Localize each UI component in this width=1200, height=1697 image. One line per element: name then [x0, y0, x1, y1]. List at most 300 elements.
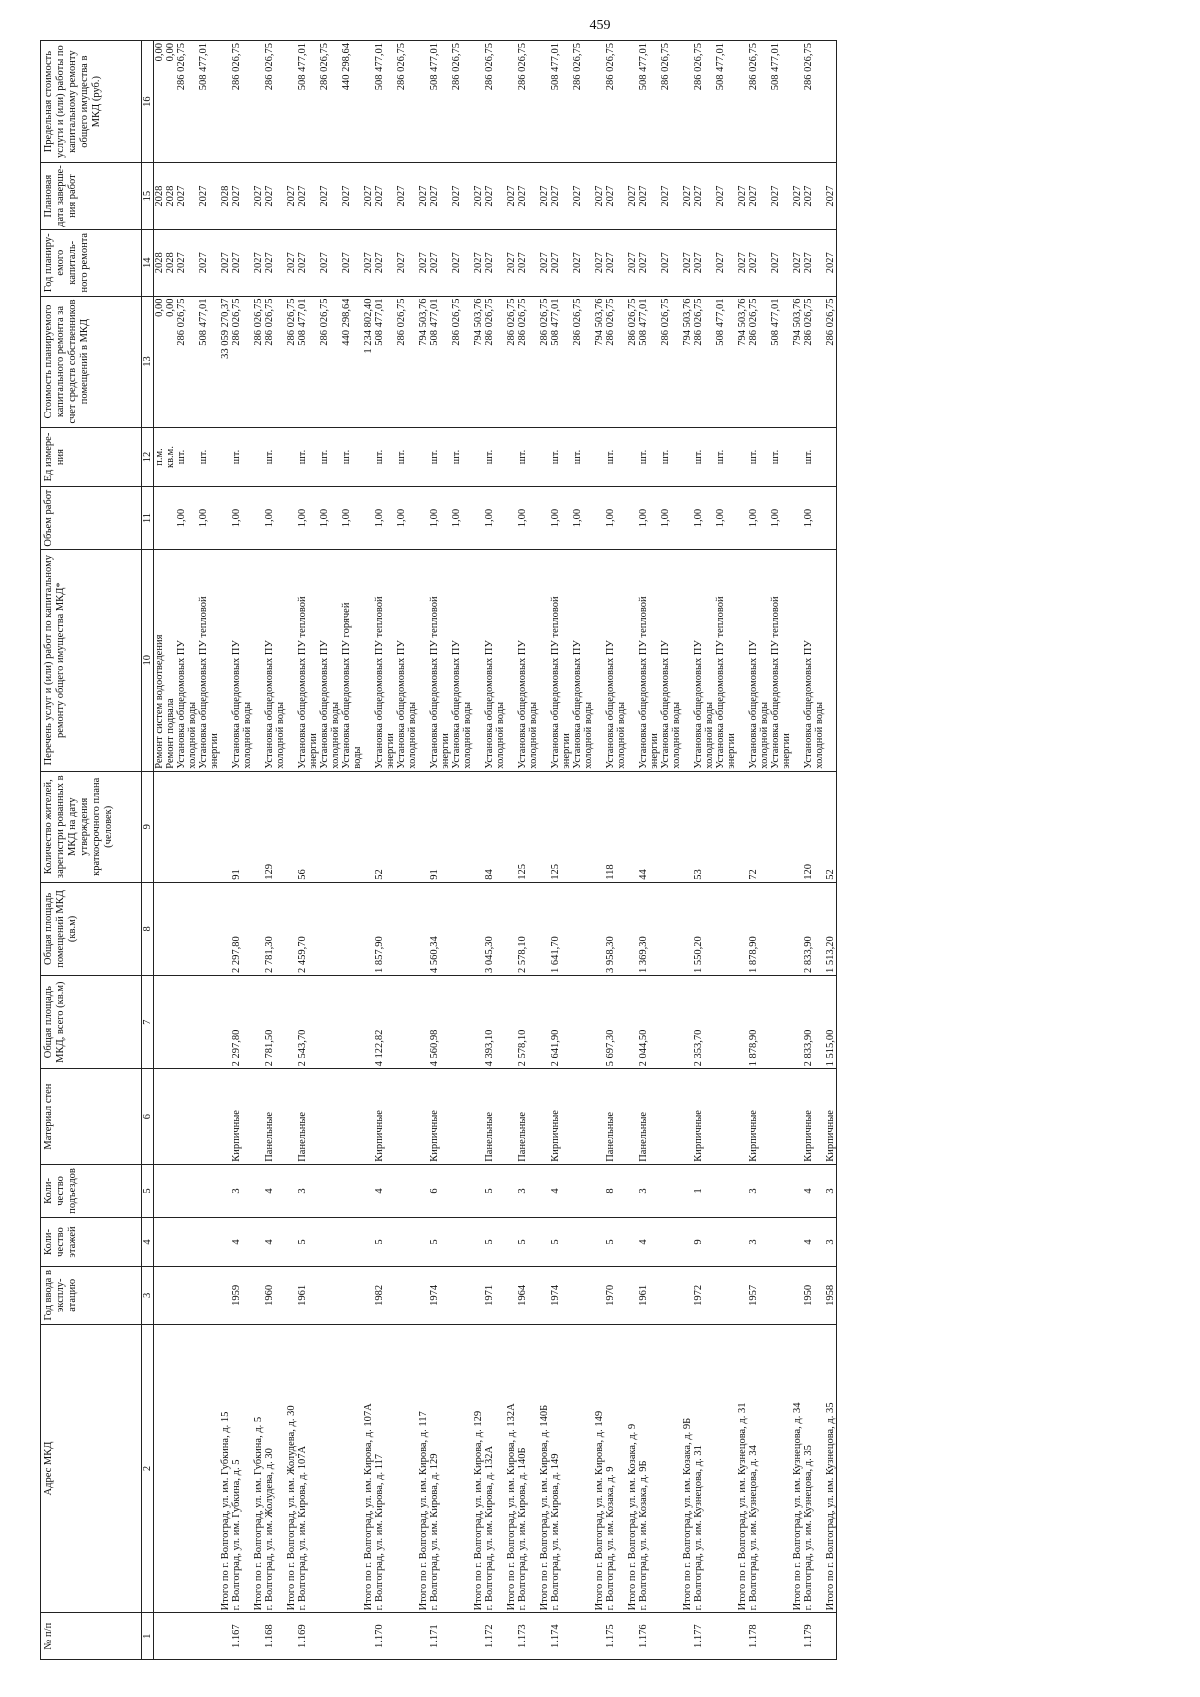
column-number-7: 7: [142, 976, 154, 1069]
empty-cell: [253, 1613, 264, 1660]
total-year: 2027: [418, 229, 429, 296]
year-value: 2027: [803, 252, 814, 274]
address: г. Волгоград, ул. им. Козака, д. 9: [605, 1324, 627, 1613]
unit-value: шт.: [341, 449, 352, 465]
works-cell: [484, 549, 506, 771]
wall-material: Панельные: [605, 1069, 627, 1164]
premises-area: 1 550,20: [693, 882, 737, 975]
spacer: [385, 299, 396, 425]
end-date-value: 2027: [605, 185, 616, 207]
end-date-value: 2027: [748, 185, 759, 207]
spacer: [440, 232, 451, 294]
spacer: [704, 490, 715, 547]
total-label: Итого по г. Волгоград, ул. им. Козака, д. 9Б: [682, 1324, 693, 1613]
limit-value: 508 477,01: [198, 43, 209, 91]
spacer: [649, 43, 660, 160]
unit-cell: [154, 427, 221, 487]
empty-cell: [253, 1069, 264, 1164]
total-cost: 794 503,76: [682, 296, 693, 427]
empty-cell: [594, 487, 605, 549]
limit-value: 0,00: [154, 43, 165, 62]
empty-cell: [473, 1164, 484, 1217]
unit-value: шт.: [484, 449, 495, 465]
last-row-cell: 1 515,00: [825, 976, 837, 1069]
unit-value: шт.: [638, 449, 649, 465]
empty-cell: [286, 1069, 297, 1164]
row-number: 1.168: [264, 1613, 286, 1660]
empty-cell: [539, 1069, 550, 1164]
empty-cell: [418, 1218, 429, 1267]
cost-value: 286 026,75: [451, 298, 462, 346]
total-end-date: 2027: [286, 163, 297, 230]
empty-cell: [506, 771, 517, 882]
premises-area: 2 297,80: [231, 882, 253, 975]
unit-value: шт.: [264, 449, 275, 465]
empty-cell: [737, 1218, 748, 1267]
floors: 9: [693, 1218, 737, 1267]
total-label: Итого по г. Волгоград, ул. им. Кузнецова, д. 34: [792, 1324, 803, 1613]
empty-cell: [253, 487, 264, 549]
volume-cell: [231, 487, 253, 549]
limit-cell: [374, 41, 418, 163]
limit-value: 286 026,75: [748, 43, 759, 91]
empty-cell: [627, 976, 638, 1069]
total-cost: 286 026,75: [539, 296, 550, 427]
empty-cell: [594, 427, 605, 487]
end-date-value: 2028: [165, 185, 176, 207]
empty-cell: [792, 1069, 803, 1164]
column-number-5: 5: [142, 1164, 154, 1217]
unit-value: шт.: [693, 449, 704, 465]
residents: 84: [484, 771, 506, 882]
total-row: [363, 41, 374, 1660]
end-date-value: [209, 165, 220, 227]
total-year: 2027: [594, 229, 605, 296]
empty-cell: [473, 976, 484, 1069]
unit-value: кв.м.: [165, 446, 176, 469]
work-item: холодной воды: [462, 701, 473, 769]
work-item: энергии: [308, 733, 319, 769]
cost-value: 286 026,75: [605, 298, 616, 346]
floors: 5: [429, 1218, 473, 1267]
unit-cell: [264, 427, 286, 487]
empty-cell: [418, 1613, 429, 1660]
work-item: холодной воды: [759, 701, 770, 769]
empty-cell: [253, 1164, 264, 1217]
spacer: [440, 430, 451, 485]
empty-cell: [220, 549, 231, 771]
column-number-13: 13: [142, 296, 154, 427]
cost-value: 508 477,01: [429, 298, 440, 346]
cost-cell: [550, 296, 594, 427]
work-item: Установка общедомовых ПУ тепловой: [429, 596, 440, 769]
volume-value: 1,00: [396, 508, 407, 528]
unit-value: шт.: [748, 449, 759, 465]
year-value: 2027: [638, 252, 649, 274]
work-item: воды: [352, 746, 363, 769]
work-item: Ремонт подвала: [165, 698, 176, 769]
work-item: холодной воды: [616, 701, 627, 769]
empty-cell: [286, 1266, 297, 1324]
spacer: [330, 430, 341, 485]
floors: 3: [748, 1218, 792, 1267]
year-value: 2027: [264, 252, 275, 274]
cost-cell: [374, 296, 418, 427]
unit-value: шт.: [803, 449, 814, 465]
empty-cell: [682, 1218, 693, 1267]
unit-value: шт.: [429, 449, 440, 465]
total-end-date: 2027: [506, 163, 517, 230]
year-built: 1974: [429, 1266, 473, 1324]
column-header-5: Коли-чество подъездов: [41, 1164, 142, 1217]
register-page: [40, 40, 1170, 1660]
empty-cell: [220, 1218, 231, 1267]
empty-cell: [737, 427, 748, 487]
column-number-11: 11: [142, 487, 154, 549]
year-value: 2027: [605, 252, 616, 274]
empty-cell: [286, 41, 297, 163]
empty-cell: [539, 1218, 550, 1267]
empty-cell: [506, 41, 517, 163]
empty-cell: [418, 882, 429, 975]
work-item: Установка общедомовых ПУ: [264, 640, 275, 769]
capital-repair-table: [40, 40, 837, 1660]
end-date-value: 2027: [396, 185, 407, 207]
house-row: [484, 41, 506, 1660]
total-cost: 286 026,75: [506, 296, 517, 427]
end-date-value: 2027: [231, 185, 242, 207]
last-row-cell: 2027: [825, 163, 837, 230]
last-row-cell: 3: [825, 1164, 837, 1217]
limit-value: 508 477,01: [550, 43, 561, 91]
spacer: [385, 232, 396, 294]
empty-cell: [682, 882, 693, 975]
empty-cell: [253, 427, 264, 487]
end-date-value: 2027: [572, 185, 583, 207]
spacer: [704, 299, 715, 425]
year-cell: [748, 229, 792, 296]
year-value: 2027: [396, 252, 407, 274]
premises-area: 2 578,10: [517, 882, 539, 975]
column-number-4: 4: [142, 1218, 154, 1267]
house-row: [374, 41, 418, 1660]
residents: 91: [231, 771, 253, 882]
spacer: [759, 165, 770, 227]
work-item: Установка общедомовых ПУ: [231, 640, 242, 769]
works-cell: [693, 549, 737, 771]
limit-value: 286 026,75: [605, 43, 616, 91]
volume-cell: [517, 487, 539, 549]
empty-cell: [473, 1613, 484, 1660]
empty-cell: [737, 1613, 748, 1660]
work-item: холодной воды: [814, 701, 825, 769]
year-cell: [297, 229, 363, 296]
total-label: Итого по г. Волгоград, ул. им. Кирова, д. 149: [594, 1324, 605, 1613]
spacer: [649, 232, 660, 294]
empty-cell: [682, 427, 693, 487]
column-number-8: 8: [142, 882, 154, 975]
empty-cell: [286, 771, 297, 882]
total-row: [737, 41, 748, 1660]
work-item: холодной воды: [275, 701, 286, 769]
empty-cell: [418, 427, 429, 487]
works-cell: [550, 549, 594, 771]
empty-cell: [473, 549, 484, 771]
last-row-cell: [825, 1613, 837, 1660]
entrances: 5: [484, 1164, 506, 1217]
volume-value: 1,00: [264, 508, 275, 528]
cost-cell: [154, 296, 221, 427]
address: г. Волгоград, ул. им. Губкина, д. 5: [231, 1324, 253, 1613]
limit-value: [187, 43, 198, 160]
table-body: [154, 41, 837, 1660]
row-number: 1.171: [429, 1613, 473, 1660]
end-date-cell: [803, 163, 825, 230]
empty-cell: [594, 1266, 605, 1324]
limit-cell: [429, 41, 473, 163]
last-row-cell: [825, 427, 837, 487]
cost-value: 286 026,75: [176, 298, 187, 346]
end-date-cell: [638, 163, 682, 230]
total-cost: 794 503,76: [594, 296, 605, 427]
end-date-cell: [748, 163, 792, 230]
house-row: [550, 41, 594, 1660]
total-area: 2 781,50: [264, 976, 286, 1069]
unit-value: шт.: [374, 449, 385, 465]
floors: 5: [374, 1218, 418, 1267]
premises-area: 1 641,70: [550, 882, 594, 975]
spacer: [561, 43, 572, 160]
year-cell: [374, 229, 418, 296]
year-value: 2027: [341, 252, 352, 274]
work-item: Установка общедомовых ПУ: [451, 640, 462, 769]
spacer: [561, 165, 572, 227]
last-row-cell: 1 513,20: [825, 882, 837, 975]
empty-cell: [682, 1266, 693, 1324]
year-built: 1971: [484, 1266, 506, 1324]
empty-cell: [506, 1266, 517, 1324]
year-built: 1972: [693, 1266, 737, 1324]
work-item: Установка общедомовых ПУ тепловой: [374, 596, 385, 769]
spacer: [649, 430, 660, 485]
empty-cell: [154, 1069, 221, 1164]
empty-cell: [363, 976, 374, 1069]
residents: 125: [550, 771, 594, 882]
end-date-value: 2027: [297, 185, 308, 207]
works-cell: [638, 549, 682, 771]
spacer: [704, 165, 715, 227]
volume-value: 1,00: [374, 508, 385, 528]
work-item: энергии: [726, 733, 737, 769]
total-year: 2027: [539, 229, 550, 296]
year-built: 1961: [297, 1266, 363, 1324]
volume-cell: [297, 487, 363, 549]
work-item: Установка общедомовых ПУ: [396, 640, 407, 769]
spacer: [561, 232, 572, 294]
page-number: 459: [589, 18, 611, 33]
year-cell: [484, 229, 506, 296]
premises-area: 2 781,30: [264, 882, 286, 975]
total-end-date: 2027: [363, 163, 374, 230]
unit-value: шт.: [231, 449, 242, 465]
empty-cell: [220, 771, 231, 882]
year-cell: [605, 229, 627, 296]
empty-cell: [737, 1069, 748, 1164]
spacer: [308, 430, 319, 485]
empty-cell: [682, 1613, 693, 1660]
empty-cell: [363, 771, 374, 882]
total-end-date: 2027: [594, 163, 605, 230]
end-date-value: 2027: [803, 185, 814, 207]
column-number-16: 16: [142, 41, 154, 163]
limit-cell: [297, 41, 363, 163]
cost-value: 508 477,01: [297, 298, 308, 346]
house-row: [231, 41, 253, 1660]
wall-material: Кирпичные: [748, 1069, 792, 1164]
year-value: 2027: [572, 252, 583, 274]
empty-cell: [363, 427, 374, 487]
empty-cell: [286, 427, 297, 487]
limit-value: 286 026,75: [484, 43, 495, 91]
empty-cell: [253, 882, 264, 975]
total-row: [627, 41, 638, 1660]
empty-cell: [363, 1164, 374, 1217]
floors: 5: [297, 1218, 363, 1267]
year-value: 2027: [484, 252, 495, 274]
empty-cell: [473, 1218, 484, 1267]
entrances: 4: [264, 1164, 286, 1217]
floors: 4: [264, 1218, 286, 1267]
volume-value: 1,00: [341, 508, 352, 528]
unit-value: шт.: [660, 449, 671, 465]
column-header-7: Общая площадь МКД, всего (кв.м): [41, 976, 142, 1069]
year-built: 1959: [231, 1266, 253, 1324]
total-label: Итого по г. Волгоград, ул. им. Кузнецова, д. 31: [737, 1324, 748, 1613]
unit-cell: [693, 427, 737, 487]
house-row: [297, 41, 363, 1660]
total-year: 2027: [737, 229, 748, 296]
volume-value: 1,00: [770, 508, 781, 528]
unit-value: шт.: [572, 449, 583, 465]
last-row-cell: Кирпичные: [825, 1069, 837, 1164]
total-cost: 794 503,76: [418, 296, 429, 427]
works-cell: [605, 549, 627, 771]
total-end-date: 2027: [792, 163, 803, 230]
volume-cell: [803, 487, 825, 549]
column-header-4: Коли-чество этажей: [41, 1218, 142, 1267]
empty-cell: [627, 1218, 638, 1267]
header-row: [41, 41, 142, 1660]
year-value: 2027: [374, 252, 385, 274]
year-built: 1970: [605, 1266, 627, 1324]
total-year: 2027: [286, 229, 297, 296]
empty-cell: [506, 427, 517, 487]
works-cell: [374, 549, 418, 771]
year-built: 1961: [638, 1266, 682, 1324]
limit-value: 286 026,75: [660, 43, 671, 91]
end-date-value: 2027: [451, 185, 462, 207]
cost-value: 440 298,64: [341, 298, 352, 346]
work-item: Установка общедомовых ПУ тепловой: [770, 596, 781, 769]
total-cost: 286 026,75: [253, 296, 264, 427]
limit-value: 286 026,75: [396, 43, 407, 91]
total-area: 2 297,80: [231, 976, 253, 1069]
total-end-date: 2027: [253, 163, 264, 230]
work-item: холодной воды: [187, 701, 198, 769]
empty-cell: [539, 427, 550, 487]
unit-value: шт.: [715, 449, 726, 465]
total-label: Итого по г. Волгоград, ул. им. Жолудева, д. 30: [286, 1324, 297, 1613]
limit-value: 286 026,75: [803, 43, 814, 91]
end-date-value: [187, 165, 198, 227]
year-cell: [231, 229, 253, 296]
cost-value: 286 026,75: [517, 298, 528, 346]
empty-cell: [154, 976, 221, 1069]
total-cost: 286 026,75: [627, 296, 638, 427]
year-value: 2027: [517, 252, 528, 274]
unit-cell: [605, 427, 627, 487]
total-label: Итого по г. Волгоград, ул. им. Губкина, д. 15: [220, 1324, 231, 1613]
empty-cell: [737, 771, 748, 882]
empty-cell: [506, 882, 517, 975]
empty-cell: [539, 1613, 550, 1660]
last-row-cell: [825, 41, 837, 163]
last-row-cell: Итого по г. Волгоград, ул. им. Кузнецова, д. 35: [825, 1324, 837, 1613]
column-number-12: 12: [142, 427, 154, 487]
address: г. Волгоград, ул. им. Кирова, д. 129: [429, 1324, 473, 1613]
spacer: [385, 165, 396, 227]
total-area: 4 122,82: [374, 976, 418, 1069]
work-item: Установка общедомовых ПУ тепловой: [198, 596, 209, 769]
volume-cell: [484, 487, 506, 549]
house-row: [264, 41, 286, 1660]
end-date-value: 2027: [198, 185, 209, 207]
limit-cell: [264, 41, 286, 163]
wall-material: Кирпичные: [693, 1069, 737, 1164]
last-row-cell: 2027: [825, 229, 837, 296]
limit-value: 286 026,75: [264, 43, 275, 91]
column-header-14: Год планиру-емого капиталь-ного ремонта: [41, 229, 142, 296]
house-row: [803, 41, 825, 1660]
cost-value: 508 477,01: [715, 298, 726, 346]
works-cell: [231, 549, 253, 771]
total-end-date: 2027: [737, 163, 748, 230]
empty-cell: [473, 427, 484, 487]
total-row: [253, 41, 264, 1660]
empty-cell: [539, 1266, 550, 1324]
empty-cell: [473, 1069, 484, 1164]
year-value: [209, 232, 220, 294]
empty-cell: [418, 1266, 429, 1324]
total-year: 2027: [473, 229, 484, 296]
year-cell: [550, 229, 594, 296]
volume-value: 1,00: [693, 508, 704, 528]
empty-cell: [627, 549, 638, 771]
empty-cell: [594, 1069, 605, 1164]
work-item: энергии: [209, 733, 220, 769]
spacer: [385, 490, 396, 547]
unit-value: шт.: [297, 449, 308, 465]
empty-cell: [253, 976, 264, 1069]
year-cell: [517, 229, 539, 296]
residents: 125: [517, 771, 539, 882]
limit-cell: [154, 41, 221, 163]
empty-cell: [220, 1613, 231, 1660]
empty-cell: [737, 882, 748, 975]
residents: 72: [748, 771, 792, 882]
limit-cell: [517, 41, 539, 163]
total-year: 2027: [627, 229, 638, 296]
